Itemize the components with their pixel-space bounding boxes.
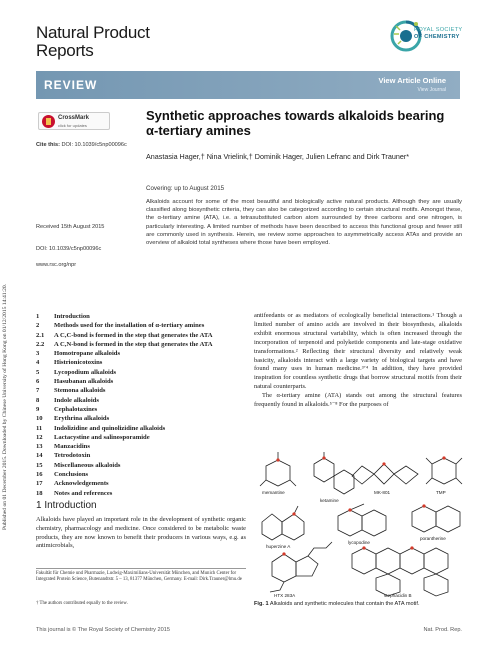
toc-title: Erythrina alkaloids <box>54 415 110 423</box>
toc-item[interactable] <box>36 451 246 460</box>
toc-item[interactable] <box>36 489 246 498</box>
view-journal-link[interactable]: View Journal <box>417 87 446 93</box>
toc-item[interactable] <box>36 321 246 330</box>
molecule-label-huperzine-a: huperzine A <box>266 544 291 549</box>
toc-num: 12 <box>36 433 43 441</box>
toc-title: Acknowledgements <box>54 480 109 488</box>
toc-title: Methods used for the installation of α-tertiary amines <box>54 322 205 330</box>
journal-title[interactable] <box>36 24 150 60</box>
rsc-line2: OF CHEMISTRY <box>414 34 460 40</box>
authors: Anastasia Hager,† Nina Vrielink,† Dominik Hager, Julien Lefranc and Dirk Trauner* <box>146 152 410 161</box>
toc-item[interactable] <box>36 331 246 340</box>
figure-1 <box>252 450 464 600</box>
toc-item[interactable] <box>36 358 246 367</box>
citation <box>36 142 127 148</box>
toc-title: Miscellaneous alkaloids <box>54 461 121 469</box>
crossmark-subtitle: click for updates <box>58 123 87 128</box>
affiliation-footnote: Fakultät für Chemie und Pharmazie, Ludwig-Maximilians-Universität München, and Munich Center for Integrated Protein Science, Butenandtstr. 5 – 13, 81377 München, Germany. E-mail: Dirk.Trauner@lmu.de <box>36 568 246 584</box>
toc-title: Cephalotaxines <box>54 405 98 413</box>
molecule-label-htx-283a: HTX 283A <box>274 593 296 598</box>
toc-item[interactable] <box>36 424 246 433</box>
toc-title: Hasubanan alkaloids <box>54 378 114 386</box>
toc-title: Conclusions <box>54 471 89 479</box>
equal-contribution-note: † The authors contributed equally to the review. <box>36 601 128 606</box>
molecule-label-mk801: MK-801 <box>374 490 391 495</box>
toc-title: A C,C-bond is formed in the step that generates the ATA <box>54 331 213 339</box>
toc-item[interactable] <box>36 396 246 405</box>
toc-item[interactable] <box>36 414 246 423</box>
received-date: Received 15th August 2015 <box>36 224 105 230</box>
journal-title-line2: Reports <box>36 41 94 60</box>
cite-label: Cite this: <box>36 142 60 148</box>
title-line2: α-tertiary amines <box>146 123 251 138</box>
journal-url[interactable]: www.rsc.org/npr <box>36 262 77 268</box>
toc-num: 2.2 <box>36 340 45 348</box>
toc-num: 2.1 <box>36 331 45 339</box>
toc-title: Stemona alkaloids <box>54 387 106 395</box>
footer-journal: Nat. Prod. Rep. <box>423 627 462 633</box>
toc-num: 13 <box>36 443 43 451</box>
crossmark-title: CrossMark <box>58 115 90 121</box>
molecule-label-porantherine: porantherine <box>420 536 446 541</box>
toc-num: 10 <box>36 415 43 423</box>
toc-title: Indolizidine and quinolizidine alkaloids <box>54 424 166 432</box>
cite-doi[interactable]: DOI: 10.1039/c5np00096c <box>61 142 127 148</box>
intro-paragraph: Alkaloids have played an important role in the development of synthetic organic chemistry, pharmacology and medicine. Once considered to be metabolic waste products, they are now known to benefit their producers in various ways, e.g. as antimicrobials, <box>36 516 246 550</box>
figure-caption-text: Alkaloids and synthetic molecules that contain the ATA motif. <box>269 601 420 607</box>
covering-period: Covering: up to August 2015 <box>146 185 225 192</box>
molecule-label-memantine: memantine <box>262 490 285 495</box>
crossmark-button[interactable] <box>38 112 110 130</box>
toc-item[interactable] <box>36 377 246 386</box>
figure-caption-label: Fig. 1 <box>254 601 269 607</box>
toc-num: 11 <box>36 424 43 432</box>
footer-copyright: This journal is © The Royal Society of Chemistry 2015 <box>36 627 170 633</box>
download-notice: Published on 01 December 2015. Downloaded by Chinese University of Hong Kong on 01/12/2015 14:41:20. <box>2 283 8 530</box>
toc-title: Lycopodium alkaloids <box>54 368 117 376</box>
toc-item[interactable] <box>36 340 246 349</box>
toc-item[interactable] <box>36 442 246 451</box>
toc-title: Introduction <box>54 313 90 320</box>
journal-title-line1: Natural Product <box>36 23 150 42</box>
figure-caption <box>254 601 420 607</box>
toc-num: 2 <box>36 322 40 330</box>
toc-item[interactable] <box>36 433 246 442</box>
right-column-text <box>254 312 462 410</box>
toc-title: Notes and references <box>54 489 113 497</box>
toc-num: 8 <box>36 396 40 404</box>
abstract: Alkaloids account for some of the most beautiful and biologically active natural products. Although they are usually classified along biosynthetic criteria, they can also be categorized according to certain structural motifs. Amongst these, the α-tertiary amine (ATA), i.e. a tetrasubstituted carbon atom surrounded by three carbons and one nitrogen, is particularly interesting. A limited number of methods have been described to access this functional group and fewer still are commonly used in synthesis. Herein, we review some approaches to asymmetrically access ATAs and provide an overview of alkaloid total syntheses where those have been employed. <box>146 199 462 247</box>
section-heading-introduction: 1 Introduction <box>36 500 97 511</box>
article-doi[interactable]: DOI: 10.1039/c5np00096c <box>36 246 102 252</box>
toc-num: 15 <box>36 461 43 469</box>
crossmark-icon <box>42 115 55 128</box>
toc-num: 1 <box>36 313 40 320</box>
toc-num: 5 <box>36 368 40 376</box>
title-line1: Synthetic approaches towards alkaloids bearing <box>146 108 445 123</box>
molecule-label-lycopodine: lycopodine <box>348 540 370 545</box>
paragraph: The α-tertiary amine (ATA) stands out among the structural features frequently found in alkaloids.⁵⁻⁸ For the purposes of <box>254 392 462 409</box>
toc-title: Manzacidins <box>54 443 90 451</box>
toc-item[interactable] <box>36 386 246 395</box>
table-of-contents <box>36 312 246 498</box>
toc-num: 4 <box>36 359 40 367</box>
molecule-label-stephacidin-b: stephacidin B <box>384 593 412 598</box>
toc-item[interactable] <box>36 349 246 358</box>
rsc-wordmark <box>414 27 462 41</box>
toc-item[interactable] <box>36 461 246 470</box>
toc-item[interactable] <box>36 470 246 479</box>
molecule-structures <box>252 450 464 600</box>
toc-title: Indole alkaloids <box>54 396 99 404</box>
toc-item[interactable] <box>36 479 246 488</box>
toc-num: 16 <box>36 471 43 479</box>
toc-num: 9 <box>36 405 40 413</box>
toc-num: 18 <box>36 489 43 497</box>
toc-num: 17 <box>36 480 43 488</box>
toc-item[interactable] <box>36 312 246 321</box>
toc-num: 7 <box>36 387 40 395</box>
molecule-label-tmp: TMP <box>436 490 446 495</box>
toc-title: Lactacystine and salinosporamide <box>54 433 150 441</box>
paragraph: antifeedants or as mediators of ecologically beneficial interactions.¹ Though a limited number of amino acids are involved in their biosynthesis, alkaloids exhibit enormous structural variability, which is often increased through the incorporation of terpenoid and polyketide components and late-stage oxidative transformations.² Reflecting their structural diversity and relatively weak basicity, alkaloids interact with a large variety of biological targets and have found many uses in human medicine.³ʼ⁴ In addition, they have provided inspiration for countless synthetic drugs that borrow structural motifs from their natural counterparts. <box>254 312 462 391</box>
toc-num: 14 <box>36 452 43 460</box>
toc-title: A C,N-bond is formed in the step that generates the ATA <box>54 340 213 348</box>
toc-num: 6 <box>36 378 40 386</box>
toc-item[interactable] <box>36 405 246 414</box>
toc-item[interactable] <box>36 368 246 377</box>
toc-title: Homotropane alkaloids <box>54 350 121 358</box>
rsc-line1: ROYAL SOCIETY <box>414 27 463 33</box>
toc-title: Tetrodotoxin <box>54 452 91 460</box>
view-article-online-link[interactable]: View Article Online <box>378 76 446 85</box>
article-title <box>146 108 466 138</box>
review-label: REVIEW <box>44 78 98 92</box>
toc-title: Histrionicotoxins <box>54 359 103 367</box>
toc-num: 3 <box>36 350 40 358</box>
review-banner <box>36 71 460 99</box>
molecule-label-ketamine: ketamine <box>320 498 339 503</box>
